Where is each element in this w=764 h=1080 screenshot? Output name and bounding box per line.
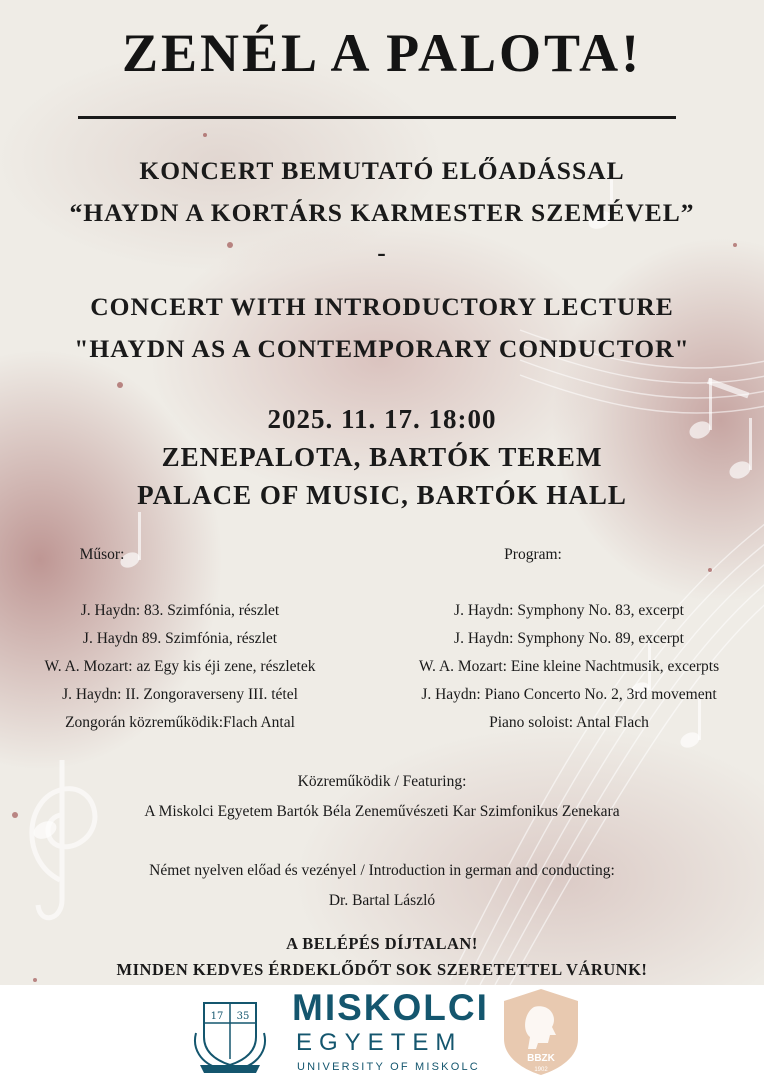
- program-en-item: J. Haydn: Symphony No. 83, excerpt: [454, 602, 684, 619]
- program-hu-item: W. A. Mozart: az Egy kis éji zene, részletek: [44, 658, 316, 675]
- university-name-secondary: EGYETEM: [296, 1029, 463, 1056]
- program-hu-item: J. Haydn: 83. Szimfónia, részlet: [80, 602, 280, 619]
- title-divider: [78, 116, 676, 119]
- subtitle-hu-line2: “HAYDN A KORTÁRS KARMESTER SZEMÉVEL”: [69, 198, 695, 227]
- program-hu-item: J. Haydn: II. Zongoraverseny III. tétel: [62, 686, 298, 703]
- bbzk-label: BBZK: [527, 1053, 555, 1064]
- university-name-primary: MISKOLCI: [292, 987, 489, 1028]
- program-hu-heading: Műsor:: [79, 546, 125, 563]
- program-hu-item: Zongorán közreműködik:Flach Antal: [65, 714, 295, 731]
- event-datetime: 2025. 11. 17. 18:00: [267, 404, 497, 434]
- subtitle-en-line1: CONCERT WITH INTRODUCTORY LECTURE: [90, 292, 674, 321]
- program-en-item: J. Haydn: Symphony No. 89, excerpt: [454, 630, 684, 647]
- program-en-item: Piano soloist: Antal Flach: [489, 714, 649, 731]
- conductor-name: Dr. Bartal László: [328, 892, 436, 909]
- crest-year-left: 17: [210, 1011, 224, 1022]
- bbzk-year: 1902: [534, 1067, 548, 1073]
- event-venue-hu: ZENEPALOTA, BARTÓK TEREM: [161, 442, 603, 472]
- program-en-item: W. A. Mozart: Eine kleine Nachtmusik, excerpts: [418, 658, 720, 675]
- subtitle-en-line2: "HAYDN AS A CONTEMPORARY CONDUCTOR": [74, 334, 690, 363]
- free-entry-notice: A BELÉPÉS DÍJTALAN!: [286, 934, 478, 953]
- program-en-heading: Program:: [504, 546, 562, 563]
- subtitle-hu-line1: KONCERT BEMUTATÓ ELŐADÁSSAL: [139, 156, 625, 185]
- program-hu-item: J. Haydn 89. Szimfónia, részlet: [82, 630, 278, 647]
- crest-year-right: 35: [236, 1011, 250, 1022]
- featuring-heading: Közreműködik / Featuring:: [297, 773, 467, 790]
- featuring-orchestra: A Miskolci Egyetem Bartók Béla Zeneművészeti Kar Szimfonikus Zenekara: [144, 803, 620, 820]
- university-name-english: UNIVERSITY OF MISKOLC: [297, 1061, 480, 1073]
- intro-line: Német nyelven előad és vezényel / Introduction in german and conducting:: [149, 862, 615, 879]
- separator-dash: -: [377, 238, 387, 267]
- university-crest-icon: [190, 993, 270, 1073]
- program-en-item: J. Haydn: Piano Concerto No. 2, 3rd movement: [421, 686, 717, 703]
- event-venue-en: PALACE OF MUSIC, BARTÓK HALL: [137, 480, 627, 510]
- welcome-message: MINDEN KEDVES ÉRDEKLŐDŐT SOK SZERETETTEL VÁRUNK!: [116, 960, 648, 979]
- bbzk-faculty-logo-icon: [500, 987, 582, 1077]
- page-title: ZENÉL A PALOTA!: [121, 23, 643, 83]
- logo-bar: [0, 985, 764, 1080]
